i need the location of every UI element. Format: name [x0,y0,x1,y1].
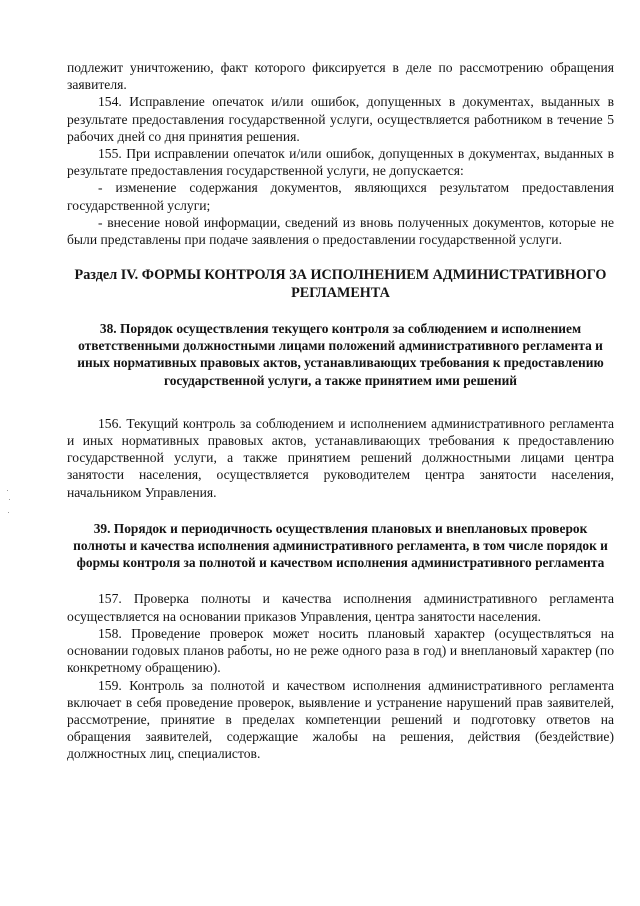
paragraph-156: 156. Текущий контроль за соблюдением и исполнением административного регламента и иных нормативных правовых актов, устанавливающих требования к предоставлению государственной услуги, а также принятием решений должностными лицами центра занятости населения, осуществляется руководителем центра занятости населения, начальником Управления. [67,415,614,500]
paragraph-159: 159. Контроль за полнотой и качеством исполнения административного регламента включает в себя проведение проверок, выявление и устранение нарушений прав заявителей, рассмотрение, принятие в пределах компетенции решений и подготовку ответов на обращения заявителей, содержащие жалобы на решения, действия (бездействие) должностных лиц, специалистов. [67,677,614,762]
subsection-title-39: 39. Порядок и периодичность осуществления плановых и внеплановых проверок полноты и качества исполнения административного регламента, в том числе порядок и формы контроля за полнотой и качеством исполнения административного регламента [73,520,608,571]
paragraph-158: 158. Проведение проверок может носить плановый характер (осуществляться на основании годовых планов работы, но не реже одного раза в год) и внеплановый характер (по конкретному обращению). [67,625,614,676]
list-item-change-content: - изменение содержания документов, являющихся результатом предоставления государственной услуги; [67,180,614,213]
paragraph-continuation: подлежит уничтожению, факт которого фиксируется в деле по рассмотрению обращения заявителя. [67,60,614,93]
spacer [67,501,614,520]
paragraph-157: 157. Проверка полноты и качества исполнения административного регламента осуществляется на основании приказов Управления, центра занятости населения. [67,591,614,624]
paragraph-155: 155. При исправлении опечаток и/или ошибок, допущенных в документах, выданных в результате предоставления государственной услуги, не допускается: [67,146,614,179]
list-item-new-information: - внесение новой информации, сведений из вновь полученных документов, которые не были представлены при подаче заявления о предоставлении государственной услуги. [67,214,614,248]
spacer [67,389,614,415]
spacer [67,302,614,320]
spacer [67,571,614,590]
subsection-title-38: 38. Порядок осуществления текущего контроля за соблюдением и исполнением ответственными должностными лицами положений административного регламента и иных нормативных правовых актов, устанавливающих требования к предоставлению государственной услуги, а также принятием ими решений [77,321,604,388]
scan-specks [7,490,11,520]
paragraph-154: 154. Исправление опечаток и/или ошибок, допущенных в документах, выданных в результате предоставления государственной услуги, осуществляется работником в течение 5 рабочих дней со дня принятия решения. [67,94,614,144]
section-title-iv: Раздел IV. ФОРМЫ КОНТРОЛЯ ЗА ИСПОЛНЕНИЕМ АДМИНИСТРАТИВНОГО РЕГЛАМЕНТА [74,267,607,301]
